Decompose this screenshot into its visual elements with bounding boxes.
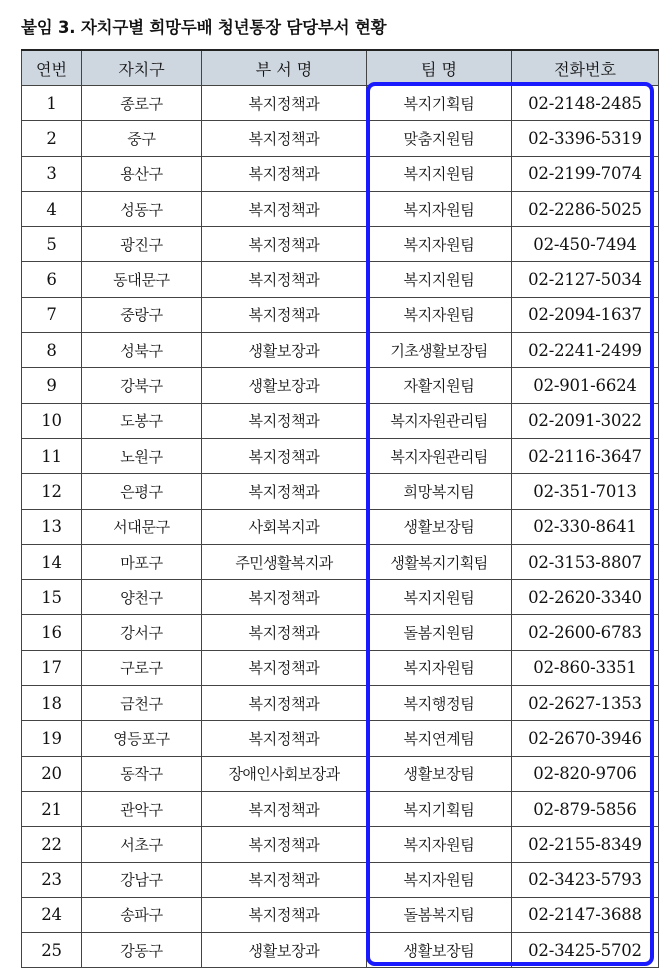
phone-number: 02-450-7494: [512, 227, 659, 262]
row-number: 15: [22, 580, 82, 615]
table-row: [22, 686, 659, 721]
table-row: [22, 650, 659, 685]
department-table: [21, 49, 659, 968]
table-row: [22, 438, 659, 473]
district-name: 마포구: [82, 544, 202, 579]
header-phone: 전화번호: [512, 50, 659, 86]
department-name: 복지정책과: [202, 474, 367, 509]
table-row: [22, 509, 659, 544]
department-name: 복지정책과: [202, 438, 367, 473]
team-name: 복지기획팀: [367, 86, 512, 121]
district-name: 도봉구: [82, 403, 202, 438]
department-name: 복지정책과: [202, 721, 367, 756]
team-name: 기초생활보장팀: [367, 333, 512, 368]
district-name: 용산구: [82, 156, 202, 191]
team-name: 복지기획팀: [367, 791, 512, 826]
table-row: [22, 474, 659, 509]
table-row: [22, 403, 659, 438]
phone-number: 02-2199-7074: [512, 156, 659, 191]
department-name: 복지정책과: [202, 403, 367, 438]
phone-number: 02-3153-8807: [512, 544, 659, 579]
district-name: 강남구: [82, 862, 202, 897]
row-number: 14: [22, 544, 82, 579]
department-name: 복지정책과: [202, 791, 367, 826]
row-number: 12: [22, 474, 82, 509]
team-name: 복지자원팀: [367, 650, 512, 685]
phone-number: 02-901-6624: [512, 368, 659, 403]
table-row: [22, 933, 659, 968]
table-body: [22, 86, 659, 968]
team-name: 돌봄지원팀: [367, 615, 512, 650]
table-row: [22, 297, 659, 332]
team-name: 복지지원팀: [367, 580, 512, 615]
document-title: 붙임 3. 자치구별 희망두배 청년통장 담당부서 현황: [21, 18, 387, 37]
district-name: 종로구: [82, 86, 202, 121]
table-row: [22, 897, 659, 932]
district-name: 강서구: [82, 615, 202, 650]
row-number: 25: [22, 933, 82, 968]
district-name: 은평구: [82, 474, 202, 509]
team-name: 복지지원팀: [367, 262, 512, 297]
table-row: [22, 156, 659, 191]
team-name: 맞춤지원팀: [367, 121, 512, 156]
department-name: 복지정책과: [202, 897, 367, 932]
department-name: 복지정책과: [202, 686, 367, 721]
phone-number: 02-2600-6783: [512, 615, 659, 650]
table-row: [22, 580, 659, 615]
team-name: 희망복지팀: [367, 474, 512, 509]
team-name: 생활보장팀: [367, 509, 512, 544]
district-name: 송파구: [82, 897, 202, 932]
row-number: 23: [22, 862, 82, 897]
row-number: 18: [22, 686, 82, 721]
district-name: 중랑구: [82, 297, 202, 332]
phone-number: 02-2241-2499: [512, 333, 659, 368]
phone-number: 02-2620-3340: [512, 580, 659, 615]
team-name: 복지자원팀: [367, 227, 512, 262]
phone-number: 02-3423-5793: [512, 862, 659, 897]
department-name: 장애인사회보장과: [202, 756, 367, 791]
phone-number: 02-2155-8349: [512, 827, 659, 862]
department-name: 복지정책과: [202, 827, 367, 862]
phone-number: 02-2091-3022: [512, 403, 659, 438]
phone-number: 02-351-7013: [512, 474, 659, 509]
district-name: 영등포구: [82, 721, 202, 756]
department-name: 복지정책과: [202, 121, 367, 156]
department-name: 생활보장과: [202, 933, 367, 968]
team-name: 복지연계팀: [367, 721, 512, 756]
row-number: 11: [22, 438, 82, 473]
team-name: 복지자원팀: [367, 191, 512, 226]
phone-number: 02-860-3351: [512, 650, 659, 685]
table-header-row: [22, 50, 659, 86]
table-row: [22, 756, 659, 791]
phone-number: 02-2147-3688: [512, 897, 659, 932]
district-name: 관악구: [82, 791, 202, 826]
district-name: 광진구: [82, 227, 202, 262]
row-number: 3: [22, 156, 82, 191]
team-name: 복지지원팀: [367, 156, 512, 191]
phone-number: 02-2148-2485: [512, 86, 659, 121]
department-name: 사회복지과: [202, 509, 367, 544]
phone-number: 02-2116-3647: [512, 438, 659, 473]
department-name: 복지정책과: [202, 191, 367, 226]
district-name: 성동구: [82, 191, 202, 226]
phone-number: 02-2127-5034: [512, 262, 659, 297]
district-name: 서대문구: [82, 509, 202, 544]
department-name: 복지정책과: [202, 86, 367, 121]
row-number: 9: [22, 368, 82, 403]
header-district: 자치구: [82, 50, 202, 86]
phone-number: 02-879-5856: [512, 791, 659, 826]
team-name: 돌봄복지팀: [367, 897, 512, 932]
row-number: 24: [22, 897, 82, 932]
district-name: 금천구: [82, 686, 202, 721]
row-number: 4: [22, 191, 82, 226]
district-name: 강동구: [82, 933, 202, 968]
row-number: 19: [22, 721, 82, 756]
district-name: 중구: [82, 121, 202, 156]
table-row: [22, 862, 659, 897]
department-name: 복지정책과: [202, 580, 367, 615]
team-name: 자활지원팀: [367, 368, 512, 403]
phone-number: 02-2627-1353: [512, 686, 659, 721]
department-name: 복지정책과: [202, 227, 367, 262]
row-number: 6: [22, 262, 82, 297]
phone-number: 02-2286-5025: [512, 191, 659, 226]
department-name: 복지정책과: [202, 156, 367, 191]
department-name: 주민생활복지과: [202, 544, 367, 579]
row-number: 10: [22, 403, 82, 438]
row-number: 21: [22, 791, 82, 826]
row-number: 13: [22, 509, 82, 544]
table-row: [22, 544, 659, 579]
row-number: 1: [22, 86, 82, 121]
row-number: 5: [22, 227, 82, 262]
department-name: 생활보장과: [202, 368, 367, 403]
department-name: 복지정책과: [202, 297, 367, 332]
department-name: 복지정책과: [202, 862, 367, 897]
header-number: 연번: [22, 50, 82, 86]
table-row: [22, 262, 659, 297]
table-row: [22, 791, 659, 826]
district-name: 구로구: [82, 650, 202, 685]
department-name: 생활보장과: [202, 333, 367, 368]
district-name: 성북구: [82, 333, 202, 368]
row-number: 7: [22, 297, 82, 332]
phone-number: 02-820-9706: [512, 756, 659, 791]
district-name: 노원구: [82, 438, 202, 473]
table-row: [22, 827, 659, 862]
table-row: [22, 721, 659, 756]
row-number: 16: [22, 615, 82, 650]
district-name: 동작구: [82, 756, 202, 791]
department-name: 복지정책과: [202, 650, 367, 685]
table-row: [22, 191, 659, 226]
row-number: 20: [22, 756, 82, 791]
team-name: 생활복지기획팀: [367, 544, 512, 579]
table-row: [22, 86, 659, 121]
phone-number: 02-2670-3946: [512, 721, 659, 756]
team-name: 복지자원관리팀: [367, 438, 512, 473]
table-row: [22, 615, 659, 650]
team-name: 복지자원팀: [367, 862, 512, 897]
team-name: 복지자원관리팀: [367, 403, 512, 438]
table-row: [22, 121, 659, 156]
phone-number: 02-330-8641: [512, 509, 659, 544]
district-name: 강북구: [82, 368, 202, 403]
phone-number: 02-2094-1637: [512, 297, 659, 332]
district-name: 양천구: [82, 580, 202, 615]
table-row: [22, 333, 659, 368]
team-name: 복지자원팀: [367, 827, 512, 862]
row-number: 22: [22, 827, 82, 862]
header-team: 팀 명: [367, 50, 512, 86]
department-name: 복지정책과: [202, 615, 367, 650]
team-name: 생활보장팀: [367, 933, 512, 968]
department-name: 복지정책과: [202, 262, 367, 297]
row-number: 8: [22, 333, 82, 368]
district-name: 서초구: [82, 827, 202, 862]
header-department: 부 서 명: [202, 50, 367, 86]
team-name: 복지행정팀: [367, 686, 512, 721]
row-number: 2: [22, 121, 82, 156]
table-row: [22, 227, 659, 262]
table-row: [22, 368, 659, 403]
phone-number: 02-3425-5702: [512, 933, 659, 968]
team-name: 생활보장팀: [367, 756, 512, 791]
row-number: 17: [22, 650, 82, 685]
district-name: 동대문구: [82, 262, 202, 297]
team-name: 복지자원팀: [367, 297, 512, 332]
phone-number: 02-3396-5319: [512, 121, 659, 156]
